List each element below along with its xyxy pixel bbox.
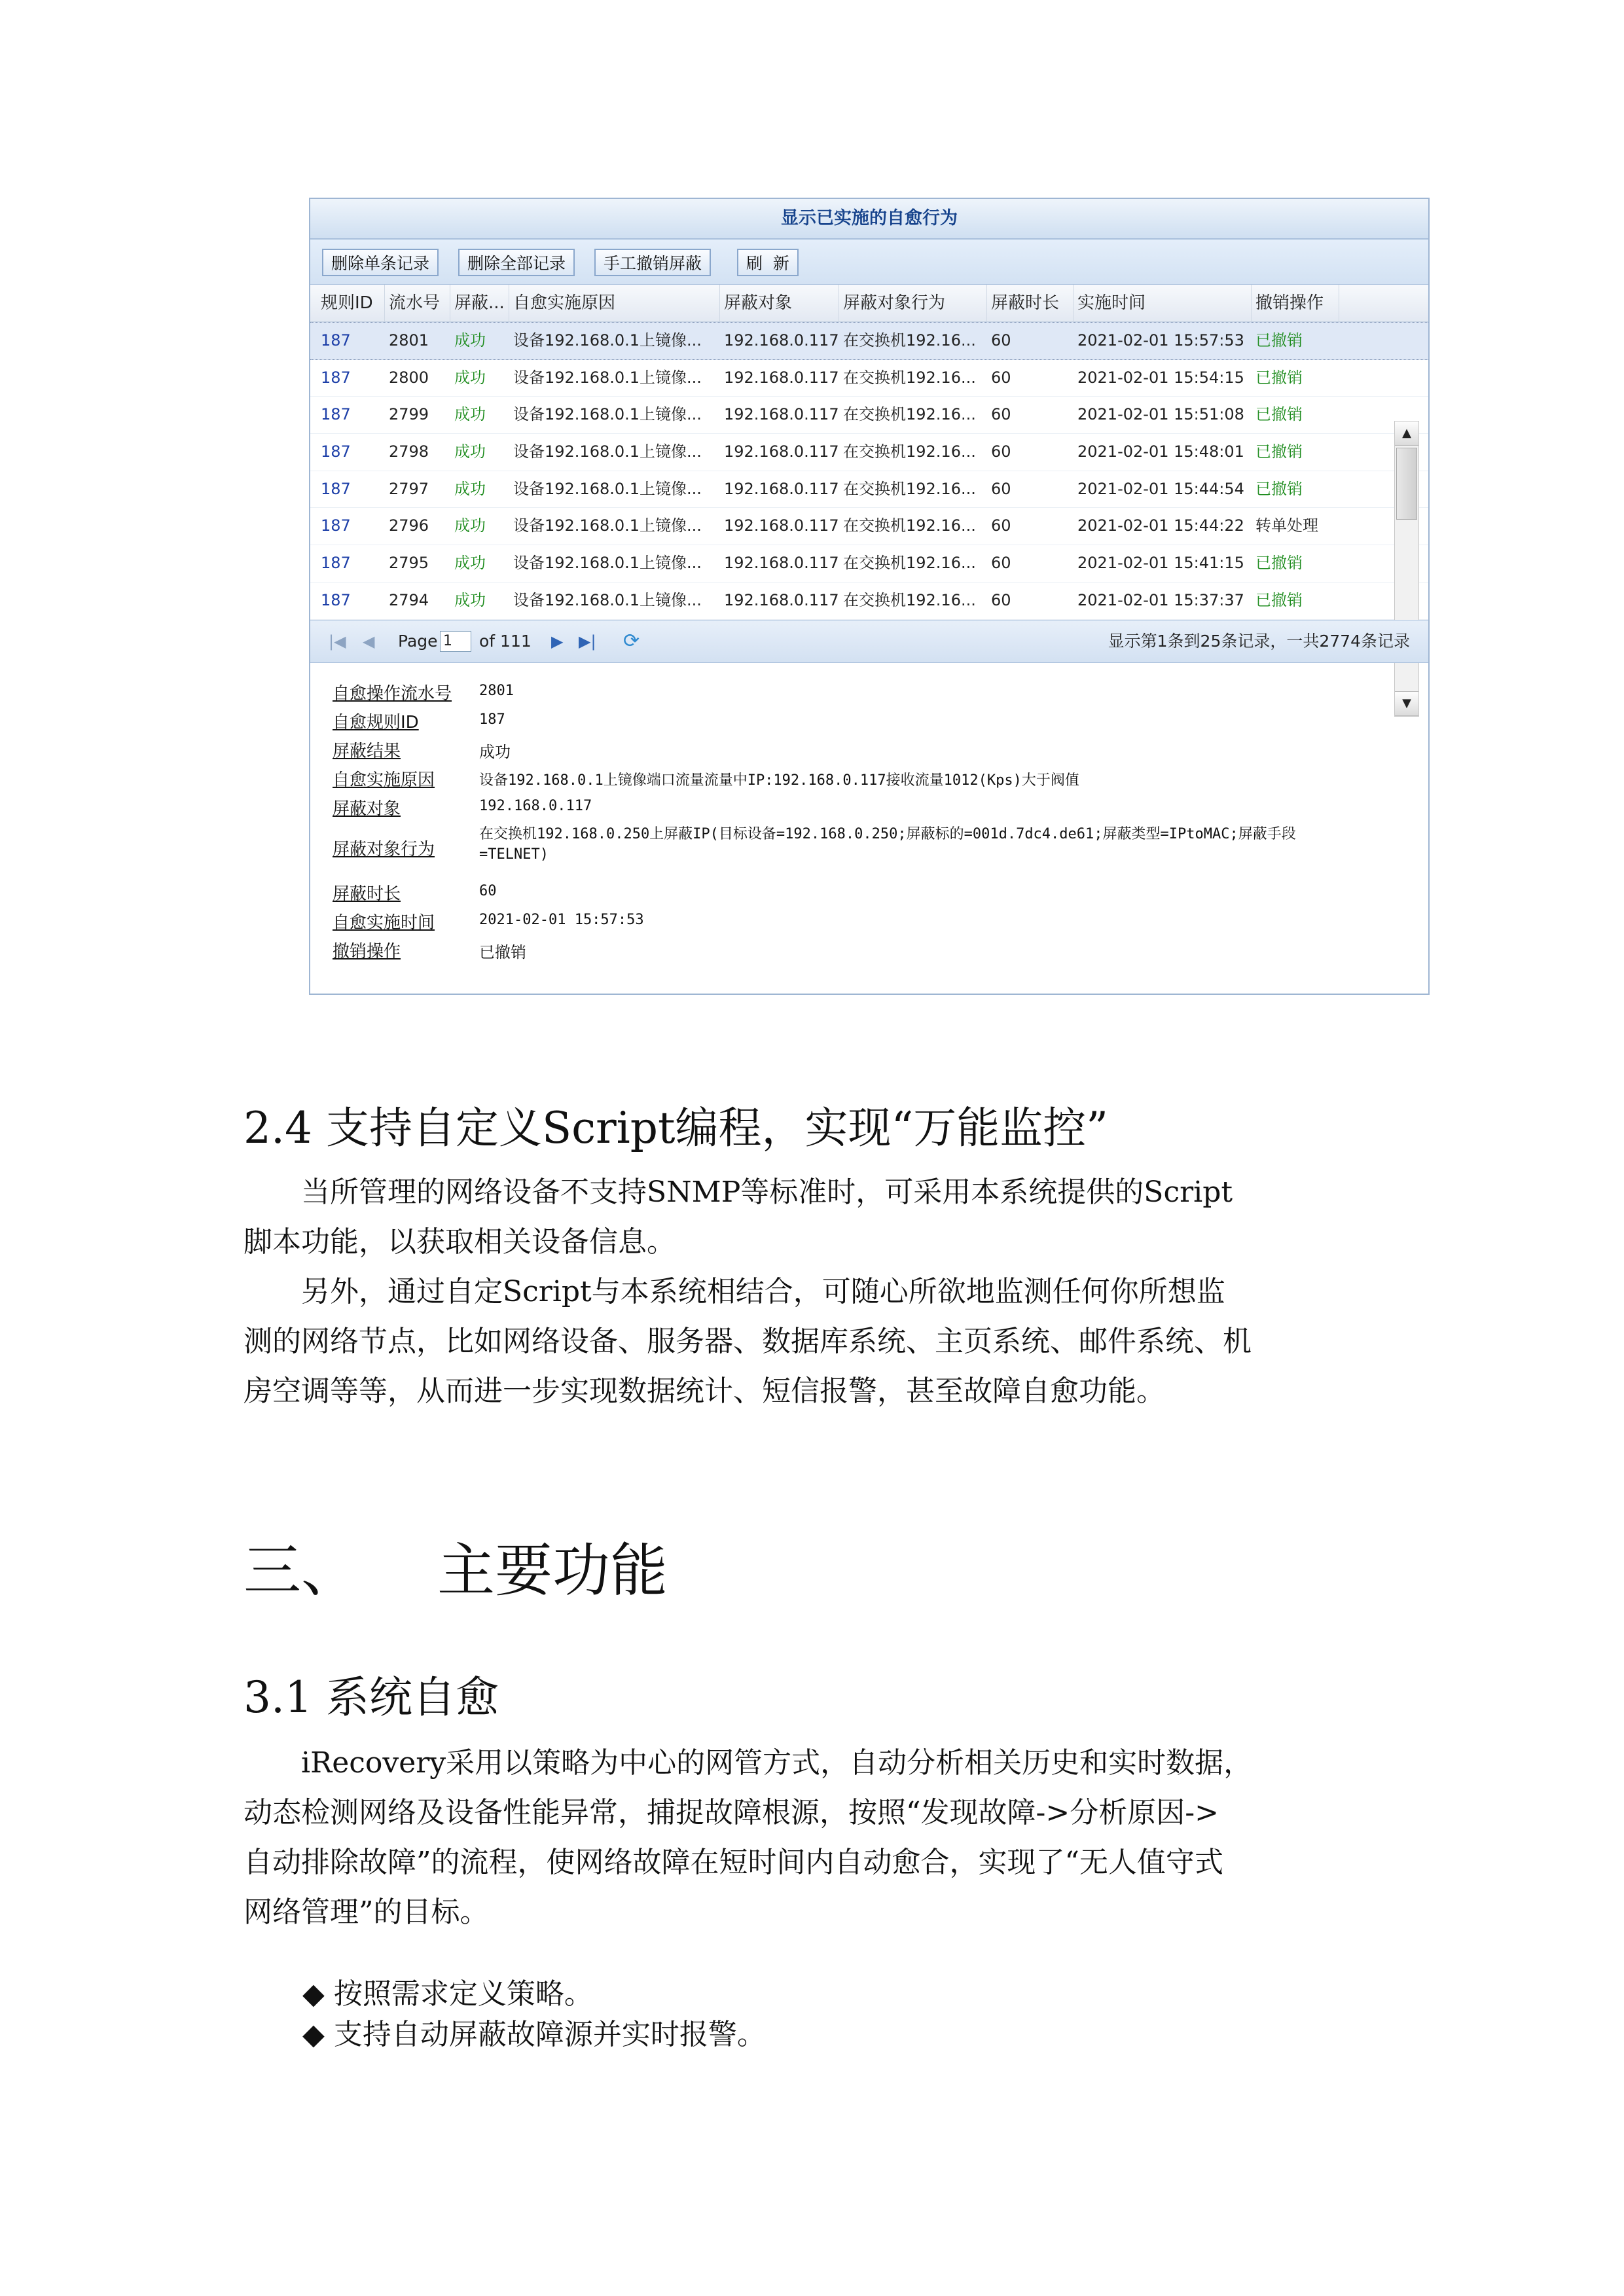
cell-rule-id: 187 (321, 590, 351, 609)
scroll-thumb[interactable] (1396, 448, 1417, 520)
cell-target: 192.168.0.117 (724, 368, 839, 387)
cell-duration: 60 (991, 331, 1011, 350)
first-page-icon[interactable]: |◀ (329, 632, 346, 651)
detail-value: 2801 (479, 682, 514, 699)
section-3-1-paragraph (244, 1738, 1382, 1937)
detail-value: 已撤销 (479, 942, 526, 961)
cell-serial: 2797 (389, 479, 429, 498)
cell-serial: 2795 (389, 554, 429, 573)
chapter-3-heading (244, 1525, 668, 1607)
cell-target: 192.168.0.117 (724, 405, 839, 424)
text-line: 另外，通过自定Script与本系统相结合，可随心所欲地监测任何你所想监 (301, 1275, 1225, 1308)
cell-target: 192.168.0.117 (724, 516, 839, 535)
cell-revoke: 转单处理 (1255, 516, 1318, 535)
cell-duration: 60 (991, 405, 1011, 424)
cell-target-action: 在交换机192.16... (843, 405, 976, 424)
chapter-number: 三、 (244, 1537, 359, 1604)
detail-value: 成功 (479, 742, 511, 761)
cell-target: 192.168.0.117 (724, 331, 839, 350)
cell-rule-id: 187 (321, 368, 351, 387)
cell-target-action: 在交换机192.16... (843, 368, 976, 387)
cell-result: 成功 (454, 479, 486, 498)
col-reason[interactable]: 自愈实施原因 (509, 285, 720, 321)
cell-time: 2021-02-01 15:44:54 (1077, 479, 1244, 498)
detail-label: 屏蔽对象 (333, 798, 401, 819)
table-row[interactable] (310, 322, 1428, 360)
cell-target-action: 在交换机192.16... (843, 554, 976, 573)
cell-rule-id: 187 (321, 405, 351, 424)
cell-time: 2021-02-01 15:37:37 (1077, 590, 1244, 609)
page-total: of 111 (479, 631, 532, 651)
cell-reason: 设备192.168.0.1上镜像... (513, 554, 702, 573)
table-row[interactable] (310, 545, 1428, 583)
cell-revoke: 已撤销 (1255, 590, 1303, 609)
cell-target-action: 在交换机192.16... (843, 331, 976, 350)
col-result[interactable]: 屏蔽... (450, 285, 509, 321)
cell-time: 2021-02-01 15:57:53 (1077, 331, 1244, 350)
cell-duration: 60 (991, 368, 1011, 387)
table-row[interactable] (310, 397, 1428, 434)
table-row[interactable] (310, 583, 1428, 620)
cell-time: 2021-02-01 15:44:22 (1077, 516, 1244, 535)
page-number-input[interactable]: 1 (440, 631, 471, 652)
detail-value: 192.168.0.117 (479, 797, 592, 814)
panel-title: 显示已实施的自愈行为 (310, 199, 1428, 240)
cell-result: 成功 (454, 331, 486, 350)
cell-duration: 60 (991, 516, 1011, 535)
detail-value: 2021-02-01 15:57:53 (479, 911, 644, 928)
detail-value: 在交换机192.168.0.250上屏蔽IP(目标设备=192.168.0.250;屏蔽标的=001d.7dc4.de61;屏蔽类型=IPtoMAC;屏蔽手段 (479, 825, 1296, 842)
cell-duration: 60 (991, 479, 1011, 498)
cell-target-action: 在交换机192.16... (843, 479, 976, 498)
table-row[interactable] (310, 471, 1428, 509)
cell-reason: 设备192.168.0.1上镜像... (513, 368, 702, 387)
cell-serial: 2799 (389, 405, 429, 424)
delete-single-record-button[interactable]: 删除单条记录 (322, 249, 439, 276)
section-2-4-paragraph-1 (244, 1168, 1382, 1267)
cell-revoke: 已撤销 (1255, 405, 1303, 424)
cell-reason: 设备192.168.0.1上镜像... (513, 516, 702, 535)
cell-result: 成功 (454, 516, 486, 535)
col-serial[interactable]: 流水号 (385, 285, 450, 321)
delete-all-records-button[interactable]: 删除全部记录 (458, 249, 575, 276)
cell-result: 成功 (454, 368, 486, 387)
cell-reason: 设备192.168.0.1上镜像... (513, 405, 702, 424)
chapter-title: 主要功能 (437, 1537, 668, 1604)
cell-revoke: 已撤销 (1255, 442, 1303, 461)
text-line: 测的网络节点，比如网络设备、服务器、数据库系统、主页系统、邮件系统、机 (244, 1325, 1252, 1358)
detail-label: 屏蔽结果 (333, 741, 401, 761)
text-line: 动态检测网络及设备性能异常，捕捉故障根源，按照“发现故障->分析原因-> (244, 1796, 1219, 1829)
detail-label: 自愈实施原因 (333, 770, 435, 790)
section-3-1-heading: 3.1 系统自愈 (244, 1672, 499, 1723)
cell-result: 成功 (454, 442, 486, 461)
cell-serial: 2801 (389, 331, 429, 350)
last-page-icon[interactable]: ▶| (579, 632, 596, 651)
bullet-text: 按照需求定义策略。 (333, 1977, 593, 2011)
section-2-4-heading: 2.4 支持自定义Script编程，实现“万能监控” (244, 1103, 1109, 1153)
text-line: 网络管理”的目标。 (244, 1895, 489, 1929)
toolbar (310, 240, 1428, 285)
cell-result: 成功 (454, 405, 486, 424)
cell-target-action: 在交换机192.16... (843, 590, 976, 609)
diamond-bullet-icon: ◆ (302, 1977, 325, 2011)
cell-time: 2021-02-01 15:48:01 (1077, 442, 1244, 461)
prev-page-icon[interactable]: ◀ (363, 632, 375, 651)
detail-value: 187 (479, 711, 505, 728)
cell-time: 2021-02-01 15:54:15 (1077, 368, 1244, 387)
detail-label: 自愈规则ID (333, 712, 419, 732)
text-line: 当所管理的网络设备不支持SNMP等标准时，可采用本系统提供的Script (301, 1175, 1233, 1209)
text-line: 自动排除故障”的流程，使网络故障在短时间内自动愈合，实现了“无人值守式 (244, 1846, 1223, 1879)
cell-revoke: 已撤销 (1255, 368, 1303, 387)
bullet-item (302, 2011, 766, 2053)
cell-target: 192.168.0.117 (724, 554, 839, 573)
cell-rule-id: 187 (321, 442, 351, 461)
cell-reason: 设备192.168.0.1上镜像... (513, 590, 702, 609)
detail-label: 自愈操作流水号 (333, 683, 452, 704)
col-revoke[interactable]: 撤销操作 (1252, 285, 1339, 321)
text-line: iRecovery采用以策略为中心的网管方式，自动分析相关历史和实时数据， (301, 1746, 1253, 1780)
refresh-button[interactable]: 刷 新 (737, 249, 799, 276)
col-duration[interactable]: 屏蔽时长 (987, 285, 1074, 321)
cell-revoke: 已撤销 (1255, 479, 1303, 498)
manual-revoke-button[interactable]: 手工撤销屏蔽 (594, 249, 711, 276)
bullet-text: 支持自动屏蔽故障源并实时报警。 (333, 2018, 766, 2051)
page-label: Page (398, 631, 438, 651)
grid-rows (310, 322, 1428, 620)
scroll-up-icon[interactable]: ▲ (1395, 422, 1418, 446)
cell-target: 192.168.0.117 (724, 479, 839, 498)
grid-header (310, 285, 1428, 322)
scroll-down-icon[interactable]: ▼ (1395, 691, 1418, 716)
detail-value-cont: =TELNET) (479, 846, 549, 863)
cell-serial: 2796 (389, 516, 429, 535)
cell-duration: 60 (991, 554, 1011, 573)
cell-time: 2021-02-01 15:41:15 (1077, 554, 1244, 573)
cell-revoke: 已撤销 (1255, 331, 1303, 350)
bullet-item (302, 1970, 593, 2012)
self-healing-panel (309, 198, 1430, 995)
cell-duration: 60 (991, 442, 1011, 461)
cell-serial: 2798 (389, 442, 429, 461)
text-line: 房空调等等，从而进一步实现数据统计、短信报警，甚至故障自愈功能。 (244, 1374, 1165, 1408)
cell-rule-id: 187 (321, 331, 351, 350)
section-2-4-paragraph-2 (244, 1267, 1382, 1416)
cell-reason: 设备192.168.0.1上镜像... (513, 331, 702, 350)
detail-label: 屏蔽对象行为 (333, 839, 435, 859)
table-row[interactable] (310, 360, 1428, 397)
table-row[interactable] (310, 508, 1428, 545)
detail-value: 设备192.168.0.1上镜像端口流量流量中IP:192.168.0.117接收流量1012(Kps)大于阀值 (479, 772, 1079, 789)
cell-rule-id: 187 (321, 554, 351, 573)
cell-target-action: 在交换机192.16... (843, 516, 976, 535)
col-time[interactable]: 实施时间 (1074, 285, 1252, 321)
detail-label: 撤销操作 (333, 941, 401, 961)
detail-label: 屏蔽时长 (333, 884, 401, 904)
cell-revoke: 已撤销 (1255, 554, 1303, 573)
cell-reason: 设备192.168.0.1上镜像... (513, 479, 702, 498)
detail-label: 自愈实施时间 (333, 912, 435, 933)
text-line: 脚本功能，以获取相关设备信息。 (244, 1225, 676, 1259)
cell-target: 192.168.0.117 (724, 590, 839, 609)
record-detail (310, 663, 1428, 977)
table-row[interactable] (310, 434, 1428, 471)
detail-value: 60 (479, 882, 497, 899)
cell-serial: 2800 (389, 368, 429, 387)
col-rule-id[interactable]: 规则ID (317, 285, 385, 321)
cell-rule-id: 187 (321, 516, 351, 535)
cell-target: 192.168.0.117 (724, 442, 839, 461)
cell-result: 成功 (454, 590, 486, 609)
pager-summary: 显示第1条到25条记录，一共2774条记录 (1108, 631, 1410, 651)
refresh-icon[interactable]: ⟳ (623, 629, 640, 653)
col-target-action[interactable]: 屏蔽对象行为 (839, 285, 987, 321)
cell-reason: 设备192.168.0.1上镜像... (513, 442, 702, 461)
cell-target-action: 在交换机192.16... (843, 442, 976, 461)
cell-rule-id: 187 (321, 479, 351, 498)
cell-serial: 2794 (389, 590, 429, 609)
cell-result: 成功 (454, 554, 486, 573)
cell-time: 2021-02-01 15:51:08 (1077, 405, 1244, 424)
pager (310, 620, 1428, 663)
cell-duration: 60 (991, 590, 1011, 609)
diamond-bullet-icon: ◆ (302, 2018, 325, 2051)
col-target[interactable]: 屏蔽对象 (720, 285, 839, 321)
next-page-icon[interactable]: ▶ (551, 632, 564, 651)
